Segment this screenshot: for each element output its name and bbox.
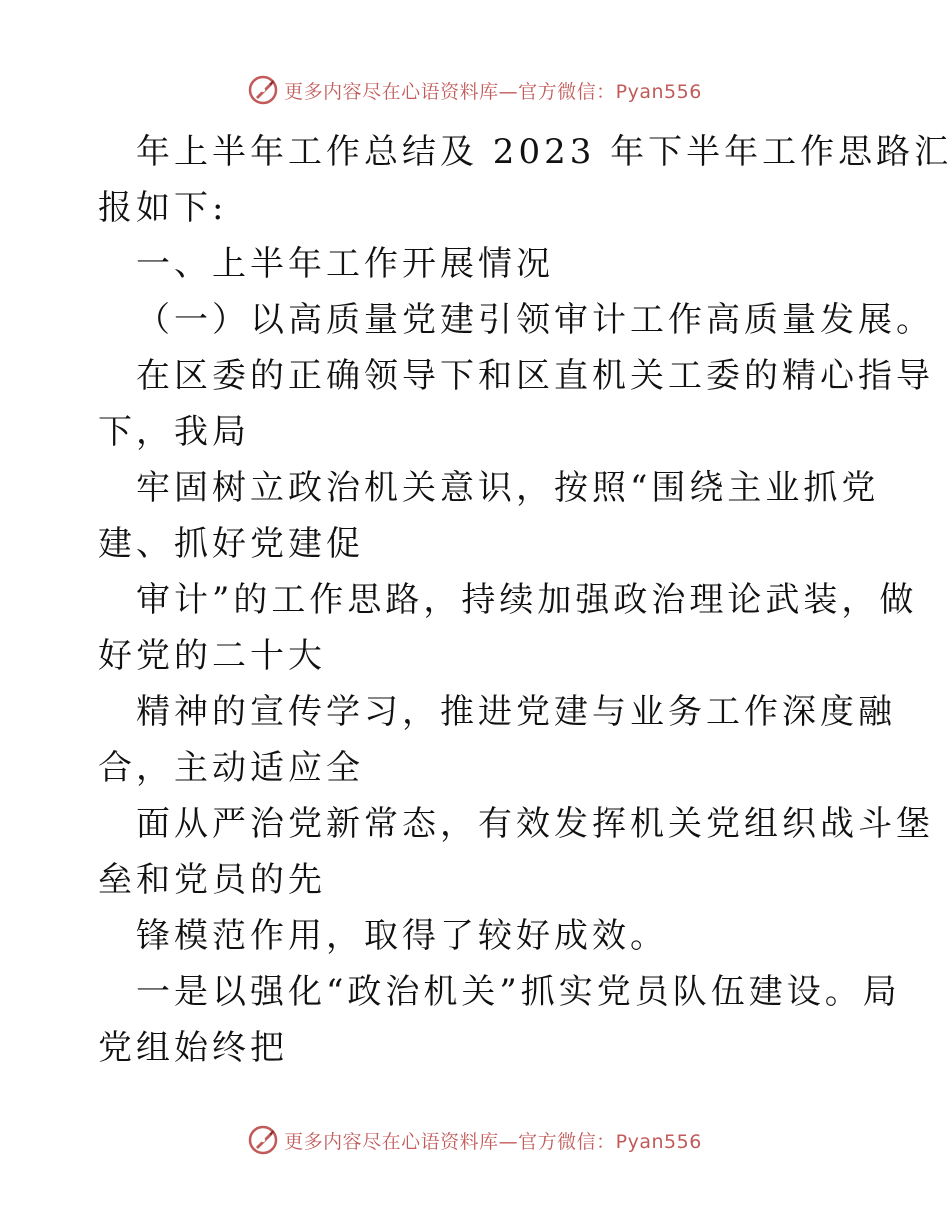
text-line: 垒和党员的先 xyxy=(98,860,326,900)
text-line: 锋模范作用，取得了较好成效。 xyxy=(136,916,668,956)
watermark-text: 更多内容尽在心语资料库—官方微信：Pyan556 xyxy=(284,80,702,103)
text-line: 党组始终把 xyxy=(98,1028,288,1068)
text-line: 审计”的工作思路，持续加强政治理论武装，做 xyxy=(136,580,918,620)
text-line: 一是以强化“政治机关”抓实党员队伍建设。局 xyxy=(136,972,901,1012)
quill-pen-logo-icon xyxy=(248,1125,278,1155)
text-line: 合，主动适应全 xyxy=(98,748,364,788)
header-watermark xyxy=(0,72,950,108)
text-line: 下，我局 xyxy=(98,412,250,452)
text-line: 面从严治党新常态，有效发挥机关党组织战斗堡 xyxy=(136,804,934,844)
document-body xyxy=(98,124,952,1076)
text-line: 牢固树立政治机关意识，按照“围绕主业抓党 xyxy=(136,468,880,508)
text-line: （一）以高质量党建引领审计工作高质量发展。 xyxy=(136,300,934,340)
text-line: 一、上半年工作开展情况 xyxy=(136,244,554,284)
quill-pen-logo-icon xyxy=(248,75,278,105)
text-line: 好党的二十大 xyxy=(98,636,326,676)
text-line: 建、抓好党建促 xyxy=(98,524,364,564)
text-line: 报如下: xyxy=(98,188,228,228)
text-line: 在区委的正确领导下和区直机关工委的精心指导 xyxy=(136,356,934,396)
footer-watermark xyxy=(0,1122,950,1158)
watermark-text: 更多内容尽在心语资料库—官方微信：Pyan556 xyxy=(284,1130,702,1153)
text-line: 年上半年工作总结及 2023 年下半年工作思路汇 xyxy=(136,132,952,172)
text-line: 精神的宣传学习，推进党建与业务工作深度融 xyxy=(136,692,896,732)
